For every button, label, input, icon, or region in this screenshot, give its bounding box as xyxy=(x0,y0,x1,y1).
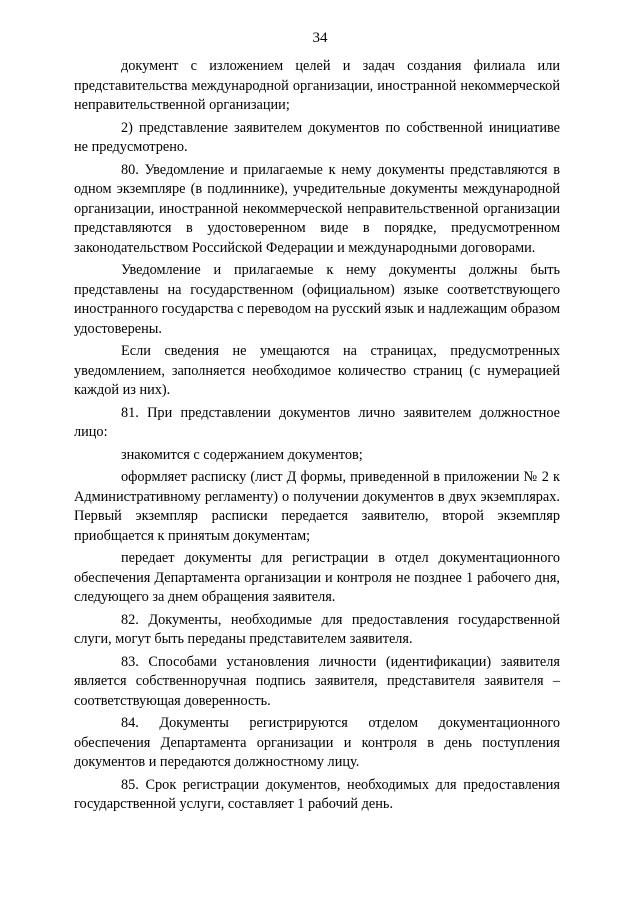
paragraph-item-2: 2) представление заявителем документов по собственной инициативе не предусмотрено. xyxy=(74,119,560,155)
document-body xyxy=(74,57,560,818)
paragraph-80-pages: Если сведения не умещаются на страницах, предусмотренных уведомлением, заполняется необходимое количество страниц (с нумерацией каждой из них). xyxy=(74,343,560,398)
paragraph-80-language: Уведомление и прилагаемые к нему документы должны быть представлены на государственном (официальном) языке соответствующего иностранного государства с переводом на русский язык и надлежащим образом удостоверены. xyxy=(74,262,561,337)
paragraph-continuation: документ с изложением целей и задач создания филиала или представительства международной организации, иностранной некоммерческой неправительственной организации; xyxy=(74,58,560,113)
paragraph-85: 85. Срок регистрации документов, необходимых для предоставления государственной услуги, составляет 1 рабочий день. xyxy=(74,776,560,812)
paragraph-84: 84. Документы регистрируются отделом документационного обеспечения Департамента организации и контроля в день поступления документов и передаются должностному лицу. xyxy=(74,715,560,770)
paragraph-81-transfer: передает документы для регистрации в отдел документационного обеспечения Департамента организации и контроля не позднее 1 рабочего дня, следующего за днем обращения заявителя. xyxy=(74,550,560,605)
paragraph-82: 82. Документы, необходимые для предоставления государственной слуги, могут быть переданы представителем заявителя. xyxy=(74,611,560,647)
paragraph-81-review: знакомится с содержанием документов; xyxy=(121,446,363,463)
paragraph-83: 83. Способами установления личности (идентификации) заявителя является собственноручная подпись заявителя, представителя заявителя – соответствующая доверенность. xyxy=(74,653,560,709)
paragraph-80: 80. Уведомление и прилагаемые к нему документы представляются в одном экземпляре (в подлиннике), учредительные документы международной организации, иностранной некоммерческой неправительственной организации представляются в удостоверенном виде в порядке, предусмотренном законодательством Российской Федерации и международными договорами. xyxy=(74,161,560,256)
page-number: 34 xyxy=(312,30,328,46)
paragraph-81-receipt: оформляет расписку (лист Д формы, приведенной в приложении № 2 к Административному регламенту) о получении документов в двух экземплярах. Первый экземпляр расписки передается заявителю, второй экземпляр приобщается к принятым документам; xyxy=(74,469,560,544)
paragraph-81: 81. При представлении документов лично заявителем должностное лицо: xyxy=(74,404,560,440)
